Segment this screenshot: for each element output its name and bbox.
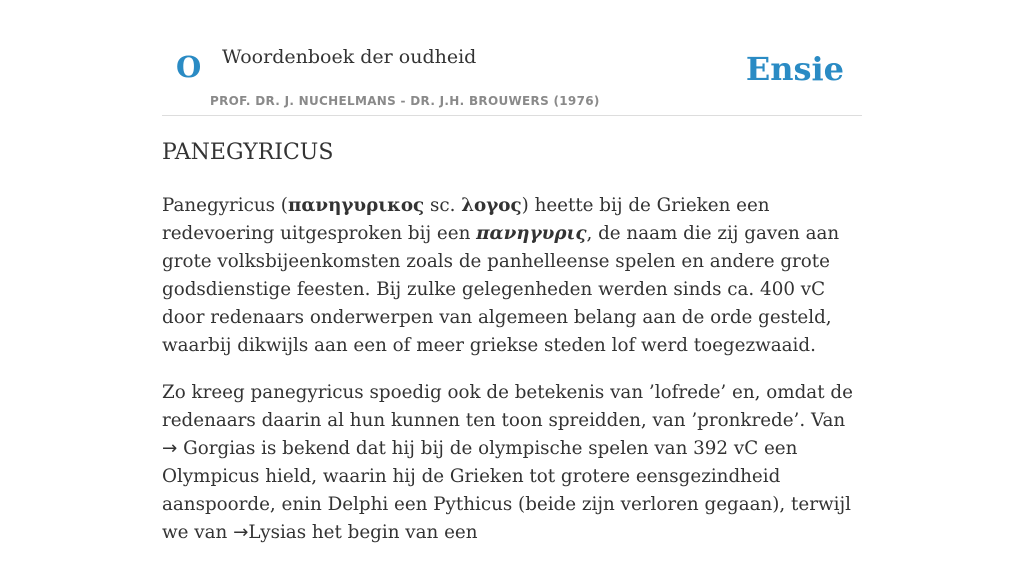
- text-run: , de naam die zij gaven aan grote volksbijeenkomsten zoals de panhelleense spelen en andere grote godsdienstige feesten. Bij zulke gelegenheden werden sinds ca. 400 vC door redenaars onderwerpen van algemeen belang aan de orde gesteld, waarbij dikwijls aan een of meer griekse steden lof werd toegezwaaid.: [162, 223, 840, 356]
- crossref-arrow-icon: →: [233, 522, 249, 543]
- text-run: Panegyricus (: [162, 195, 288, 216]
- text-run: sc.: [424, 195, 462, 216]
- book-authors: PROF. DR. J. NUCHELMANS - DR. J.H. BROUWERS (1976): [210, 94, 600, 108]
- text-run: is bekend dat hij bij de olympische spelen van 392 vC een Olympicus hield, waarin hij de Grieken tot grotere eensgezindheid aanspoorde, enin Delphi een Pythicus (beide zijn verloren gegaan), terwijl we van: [162, 438, 851, 543]
- greek-term: λογος: [461, 195, 522, 216]
- greek-term: πανηγυρικος: [287, 195, 425, 216]
- section-letter: O: [176, 50, 202, 84]
- entry-content: [162, 192, 862, 566]
- greek-term: πανηγυρις: [476, 223, 587, 244]
- book-header: [162, 40, 862, 116]
- entry-paragraph: [162, 379, 862, 547]
- crossref-arrow-icon: →: [162, 438, 178, 459]
- book-title[interactable]: Woordenboek der oudheid: [222, 46, 477, 68]
- text-run: Zo kreeg panegyricus spoedig ook de betekenis van ’lofrede’ en, omdat de redenaars daarin al hun kunnen ten toon spreidden, van ’pronkrede’. Van: [162, 382, 853, 431]
- text-run: het begin van een: [306, 522, 478, 543]
- entry-paragraph: [162, 192, 862, 360]
- brand-logo-link[interactable]: Ensie: [745, 50, 844, 88]
- entry-title: PANEGYRICUS: [162, 140, 334, 165]
- crossref-link-lysias[interactable]: Lysias: [248, 522, 307, 543]
- crossref-link-gorgias[interactable]: Gorgias: [183, 438, 256, 459]
- text-run: ) heette bij de Grieken een redevoering uitgesproken bij een: [162, 195, 770, 244]
